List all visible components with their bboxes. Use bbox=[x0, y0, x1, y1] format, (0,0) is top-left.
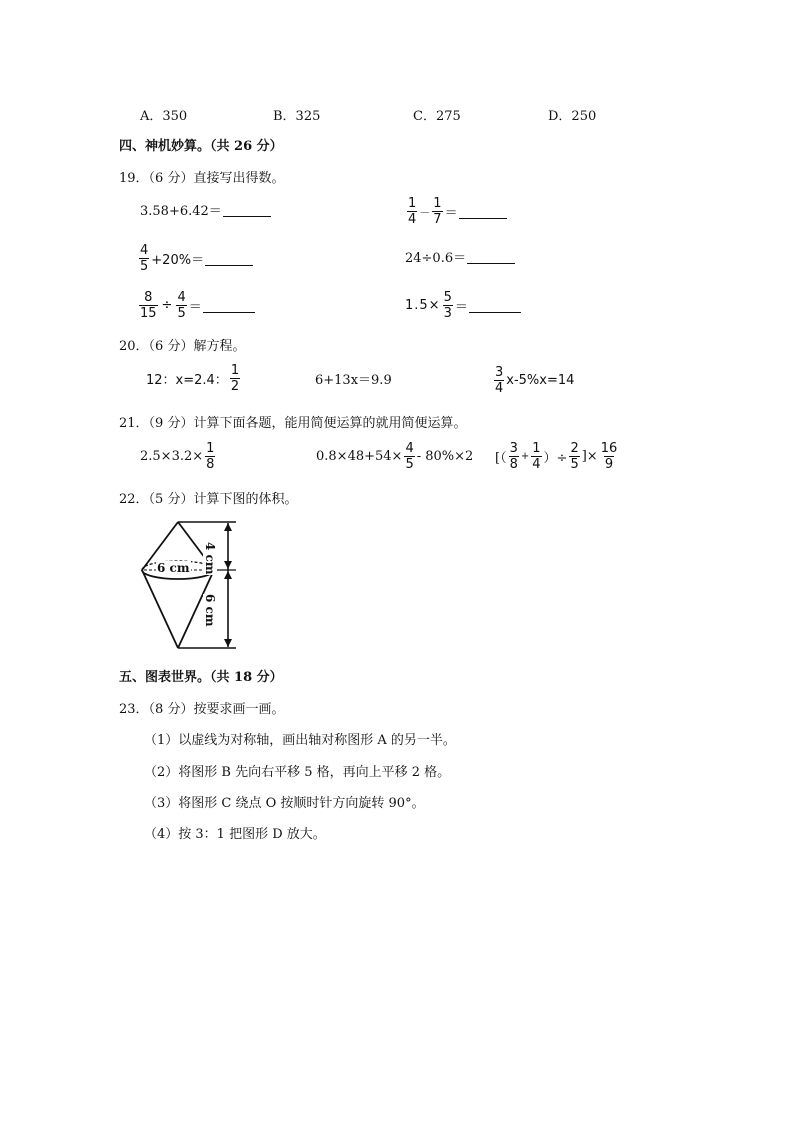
bottom-height-label: 6 cm bbox=[203, 594, 217, 627]
fraction: $\frac{4}{5}$ bbox=[140, 243, 149, 274]
fraction: $\frac{1}{8}$ bbox=[206, 441, 215, 472]
q20-title: 20．（6 分）解方程。 bbox=[119, 339, 246, 354]
section-heading-4: 四、神机妙算。（共 26 分） bbox=[119, 139, 283, 154]
q19-item-b bbox=[405, 196, 507, 227]
fraction: $\frac{2}{5}$ bbox=[570, 441, 579, 472]
q19-item-d bbox=[405, 247, 515, 266]
q21-b-pre: 0.8×48+54× bbox=[316, 449, 403, 464]
fraction: $\frac{1}{4}$ bbox=[532, 441, 541, 472]
equals: ＝ bbox=[454, 300, 468, 315]
equals: ＝ bbox=[188, 300, 202, 315]
answer-blank[interactable] bbox=[459, 205, 507, 219]
q21-item-c bbox=[495, 441, 620, 472]
choice-a: A．350 bbox=[140, 109, 188, 124]
q23-step-4: （4）按 3：1 把图形 D 放大。 bbox=[144, 827, 326, 842]
choice-b: B．325 bbox=[273, 109, 321, 124]
arrow-down-icon bbox=[224, 639, 232, 647]
q19-item-a bbox=[140, 200, 271, 219]
fraction: $\frac{1}{7}$ bbox=[433, 196, 442, 227]
fraction: $\frac{3}{8}$ bbox=[509, 441, 518, 472]
q23-step-1: （1）以虚线为对称轴，画出轴对称图形 A 的另一半。 bbox=[144, 733, 456, 748]
answer-blank[interactable] bbox=[203, 299, 255, 313]
double-cone-figure bbox=[138, 518, 248, 653]
fraction: $\frac{4}{5}$ bbox=[177, 290, 186, 321]
arrow-down-icon bbox=[224, 561, 232, 569]
section-heading-5: 五、图表世界。（共 18 分） bbox=[119, 670, 283, 685]
q21-a-pre: 2.5×3.2× bbox=[140, 449, 204, 464]
q20-c-rest: x-5%x=14 bbox=[506, 373, 575, 388]
q20-item-b: 6+13x＝9.9 bbox=[315, 373, 392, 388]
operator: － bbox=[419, 205, 431, 219]
fraction: $\frac{16}{9}$ bbox=[600, 441, 618, 472]
q19-a-expr: 3.58+6.42＝ bbox=[140, 204, 222, 219]
q19-c-rest: +20%＝ bbox=[151, 253, 205, 268]
choice-c: C．275 bbox=[413, 109, 461, 124]
q19-item-c bbox=[137, 243, 253, 274]
q19-item-e bbox=[137, 290, 255, 321]
q23-step-3: （3）将图形 C 绕点 O 按顺时针方向旋转 90°。 bbox=[144, 796, 425, 811]
operator: ÷ bbox=[161, 298, 173, 313]
q20-a-pre: 12：x=2.4： bbox=[146, 373, 228, 388]
fraction: $\frac{1}{2}$ bbox=[230, 363, 240, 394]
fraction: $\frac{4}{5}$ bbox=[405, 441, 414, 472]
q23-step-2: （2）将图形 B 先向右平移 5 格，再向上平移 2 格。 bbox=[144, 765, 451, 780]
operator: ]× bbox=[581, 449, 598, 464]
equals: ＝ bbox=[444, 206, 458, 221]
arrow-up-icon bbox=[224, 523, 232, 531]
fraction: $\frac{1}{4}$ bbox=[408, 196, 417, 227]
q19-item-f bbox=[405, 290, 521, 321]
q19-title: 19．（6 分）直接写出得数。 bbox=[119, 171, 285, 186]
answer-blank[interactable] bbox=[467, 250, 515, 264]
q20-item-c bbox=[492, 365, 574, 396]
top-height-label: 4 cm bbox=[203, 542, 217, 575]
q21-b-post: - 80%×2 bbox=[416, 449, 474, 464]
operator: + bbox=[520, 451, 530, 462]
q22-title: 22．（5 分）计算下图的体积。 bbox=[119, 492, 298, 507]
q19-f-pre: 1.5× bbox=[405, 298, 441, 313]
bracket-open: [（ bbox=[495, 451, 507, 466]
choice-d: D．250 bbox=[548, 109, 597, 124]
q19-d-expr: 24÷0.6＝ bbox=[405, 251, 467, 266]
arrow-up-icon bbox=[224, 571, 232, 579]
answer-blank[interactable] bbox=[469, 299, 521, 313]
q21-item-b bbox=[316, 441, 473, 472]
q20-item-a bbox=[146, 363, 242, 394]
operator: ）÷ bbox=[543, 451, 568, 466]
diameter-label: 6 cm bbox=[157, 561, 190, 575]
answer-blank[interactable] bbox=[205, 252, 253, 266]
q21-item-a bbox=[140, 441, 217, 472]
q23-title: 23．（8 分）按要求画一画。 bbox=[119, 702, 285, 717]
fraction: $\frac{8}{15}$ bbox=[140, 290, 157, 321]
q21-title: 21．（9 分）计算下面各题，能用简便运算的就用简便运算。 bbox=[119, 416, 467, 431]
bottom-cone-left-edge bbox=[142, 570, 178, 648]
fraction: $\frac{5}{3}$ bbox=[443, 290, 452, 321]
answer-blank[interactable] bbox=[223, 203, 271, 217]
fraction: $\frac{3}{4}$ bbox=[495, 365, 504, 396]
